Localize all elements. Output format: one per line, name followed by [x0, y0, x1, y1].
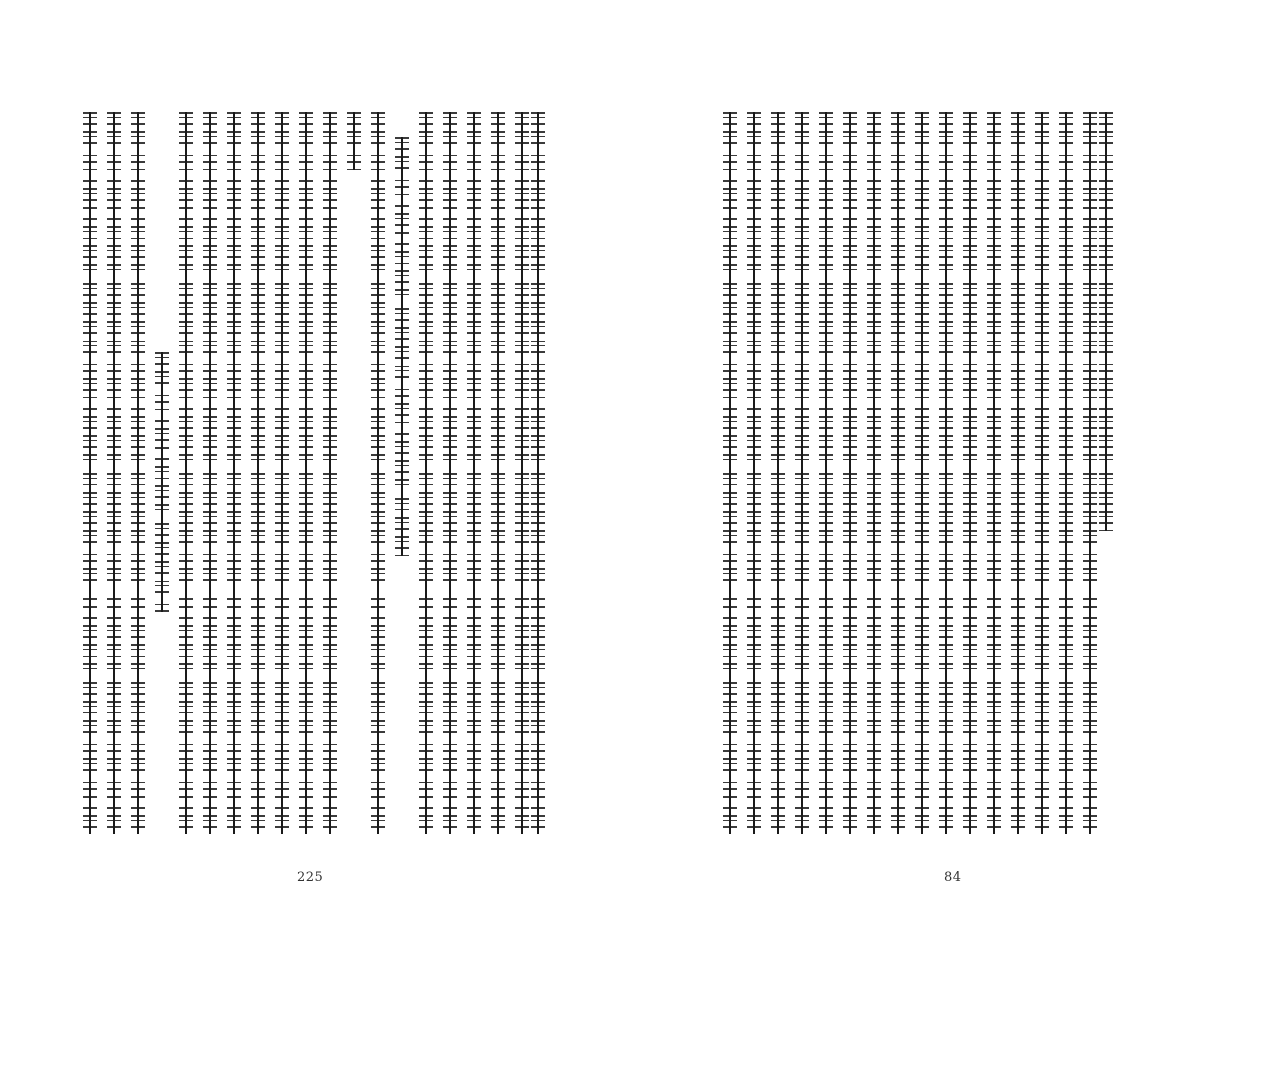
- right-page: [632, 0, 1265, 978]
- left-text-columns: [83, 112, 545, 834]
- text-column: [443, 112, 457, 834]
- text-column: [515, 112, 529, 834]
- text-column: [347, 112, 361, 272]
- text-column: [891, 112, 905, 834]
- text-column: [1035, 112, 1049, 834]
- text-column: [1011, 112, 1025, 834]
- text-column: [963, 112, 977, 834]
- page-number: 84: [944, 870, 962, 885]
- text-column: [1059, 112, 1073, 834]
- text-column: [939, 112, 953, 834]
- text-column: [371, 112, 385, 834]
- text-column: [83, 112, 97, 834]
- text-column: [323, 112, 337, 834]
- text-column: [203, 112, 217, 834]
- text-column: [1083, 112, 1097, 834]
- text-column: [747, 112, 761, 834]
- text-column: [819, 112, 833, 834]
- text-column: [843, 112, 857, 834]
- text-column: [395, 137, 409, 859]
- text-column: [915, 112, 929, 834]
- text-column: [155, 352, 169, 1074]
- text-column: [179, 112, 193, 834]
- text-column: [419, 112, 433, 834]
- text-column: [987, 112, 1001, 834]
- text-column: [107, 112, 121, 834]
- text-column: [131, 112, 145, 834]
- left-page: [0, 0, 632, 978]
- text-column: [467, 112, 481, 834]
- page-number: 225: [297, 870, 324, 885]
- text-column: [227, 112, 241, 834]
- text-column: [795, 112, 809, 834]
- text-column: [251, 112, 265, 834]
- text-column: [531, 112, 545, 834]
- text-column: [723, 112, 737, 834]
- text-column: [771, 112, 785, 834]
- text-column: [1099, 112, 1113, 834]
- text-column: [491, 112, 505, 834]
- text-column: [299, 112, 313, 834]
- text-column: [275, 112, 289, 834]
- text-column: [867, 112, 881, 834]
- right-text-columns: [723, 112, 1108, 834]
